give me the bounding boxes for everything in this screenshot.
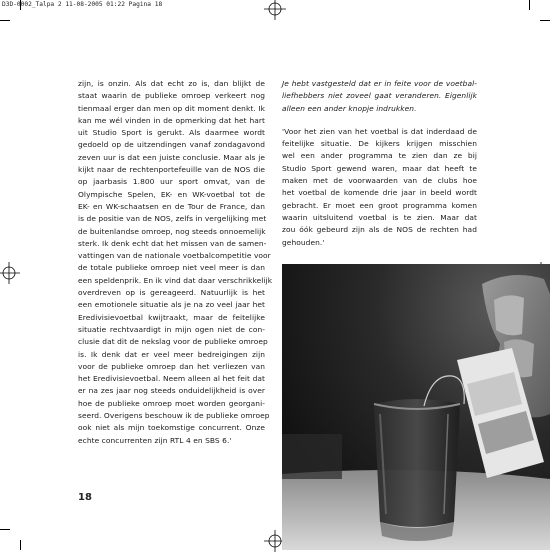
registration-mark-top (264, 0, 286, 20)
text-line: gedoeld op de uitzendingen vanaf zondagavond (78, 140, 265, 150)
text-line: is. Ik denk dat er veel meer bedreigingen zijn (78, 349, 265, 359)
text-line: er na zes jaar nog steeds onduidelijkheid is over (78, 386, 265, 396)
text-line: hoe de publieke omroep moet worden georgani- (78, 398, 265, 408)
text-line: Studio Sport gewend waren, maar dat heeft te (282, 163, 477, 173)
text-line: voor de publieke omroep dan het verliezen van (78, 361, 265, 371)
interview-answer (282, 126, 477, 249)
text-line: het voetbal de komende drie jaar in beeld wordt (282, 188, 477, 198)
photo-glass-and-cigarettes (282, 264, 550, 550)
text-line: zou óók gebeurd zijn als de NOS de rechten had (282, 225, 477, 235)
text-line: zeven uur is dat een juiste conclusie. Maar als je (78, 152, 265, 162)
text-line: gehouden.' (282, 237, 325, 247)
text-line: kijkt naar de rechtenportefeuille van de NOS die (78, 165, 265, 175)
text-line: staat waarin de publieke omroep verkeert nog (78, 91, 265, 101)
crop-mark (0, 20, 10, 21)
crop-mark (20, 0, 21, 10)
text-line: wel een ander programma te zien dan ze bij (282, 151, 477, 161)
text-line: gebracht. Er moet een groot programma komen (282, 200, 477, 210)
body-text-right (282, 78, 477, 249)
text-line: 'Voor het zien van het voetbal is dat inderdaad de (282, 126, 477, 136)
text-line: sterk. Ik denk echt dat het missen van de samen- (78, 238, 267, 248)
text-line: liefhebbers niet zoveel gaat veranderen. Eigenlijk (282, 91, 477, 101)
text-line: waarin uitsluitend voetbal is te zien. Maar dat (282, 212, 477, 222)
registration-mark-left (0, 262, 20, 284)
crop-mark (20, 540, 21, 550)
text-line: maken met de voorwaarden van de clubs hoe (282, 176, 477, 186)
text-line: zijn, is onzin. Als dat echt zo is, dan blijkt de (78, 79, 265, 88)
print-slug: D3D-0002_Talpa 2 11-08-2005 01:22 Pagina 18 (2, 1, 163, 8)
body-text-left (78, 78, 273, 447)
text-line: EK- en WK-schaatsen en de Tour de France, dan (78, 201, 265, 211)
text-line: is de positie van de NOS, zelfs in vergelijking met (78, 214, 267, 224)
text-line: Olympische Spelen, EK- en WK-voetbal tot de (78, 189, 265, 199)
text-line: op jaarbasis 1.800 uur sport omvat, van de (78, 177, 265, 187)
page-number: 18 (78, 492, 92, 503)
text-line: de totale publieke omroep niet veel meer is dan (78, 263, 265, 273)
text-line: seerd. Overigens beschouw ik de publieke omroep (78, 411, 270, 421)
text-line: situatie rechtvaardigt in mijn ogen niet de con- (78, 324, 265, 334)
text-line: overdreven op is gereageerd. Natuurlijk is het (78, 288, 265, 298)
text-line: tienmaal erger dan men op dit moment denkt. Ik (78, 103, 265, 113)
crop-mark (529, 0, 530, 10)
text-line: het Eredivisievoetbal. Neem alleen al het feit dat (78, 374, 265, 384)
text-line: Eredivisievoetbal kwijtraakt, maar de feitelijke (78, 312, 265, 322)
interview-question (282, 78, 477, 115)
text-line: de buitenlandse omroep, nog steeds onnoemelijk (78, 226, 266, 236)
text-line: een emotionele situatie als je na zo veel jaar het (78, 300, 265, 310)
text-line: feitelijke situatie. De kijkers krijgen misschien (282, 139, 477, 149)
text-line: clusie dat dit de nekslag voor de publieke omroep (78, 337, 268, 347)
text-line: ook niet als mijn toekomstige concurrent. Onze (78, 423, 265, 433)
crop-mark (0, 529, 10, 530)
text-line: alleen een ander knopje indrukken. (282, 103, 417, 113)
crop-mark (540, 20, 550, 21)
text-line: echte concurrenten zijn RTL 4 en SBS 6.' (78, 435, 232, 445)
text-line: vattingen van de nationale voetbalcompetitie voor (78, 251, 271, 261)
text-line: Je hebt vastgesteld dat er in feite voor de voetbal- (282, 79, 477, 88)
text-line: kan me wél vinden in de opmerking dat het hart (78, 115, 265, 125)
text-line: uit Studio Sport is gerukt. Als daarmee wordt (78, 128, 265, 138)
text-line: een speldenprik. En ik vind dat daar verschrikkelijk (78, 275, 273, 285)
